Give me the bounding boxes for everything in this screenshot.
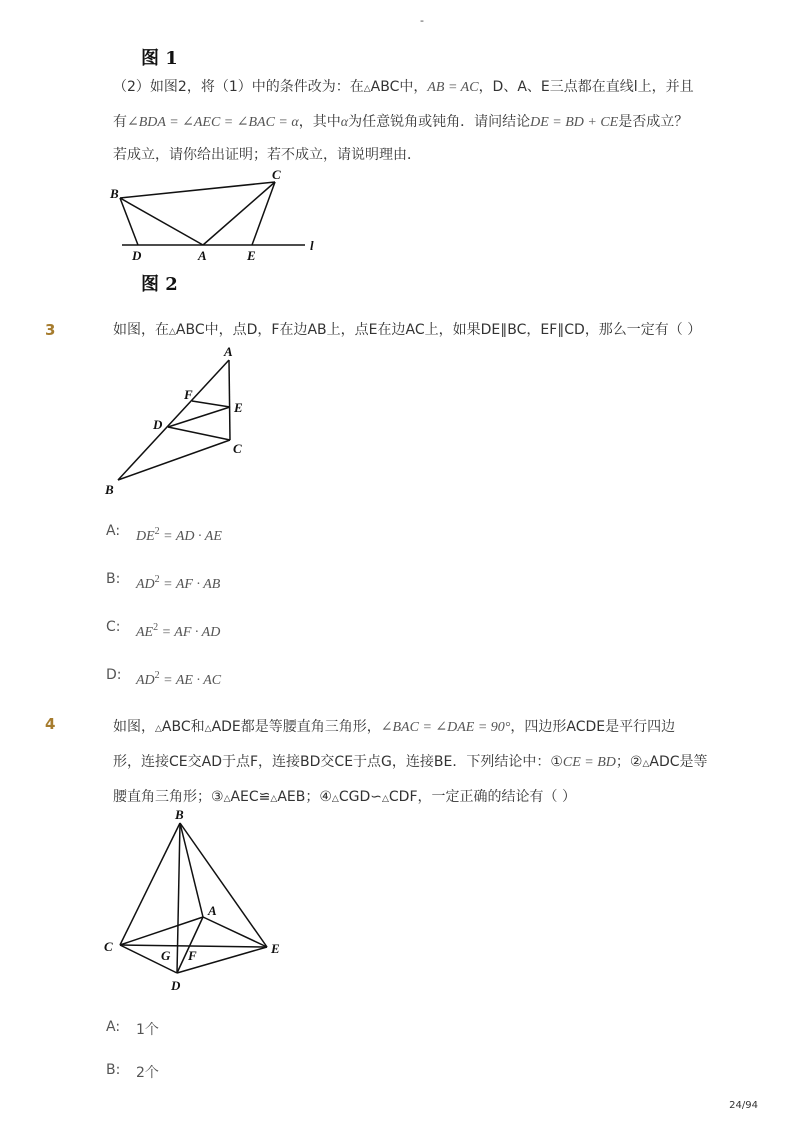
question-4-stem	[113, 711, 723, 816]
q4-option-a-text[interactable]: 1个	[136, 1022, 159, 1038]
figure-2-caption: 图 2	[141, 274, 178, 295]
fig2-label-C: C	[272, 167, 281, 182]
figure-2-diagram	[100, 160, 340, 270]
segment-BC	[118, 440, 230, 480]
segment-AE	[203, 917, 267, 947]
q4-line-3: 腰直角三角形；③△AEC≌△AEB；④△CGD∽△CDF，一定正确的结论有（ ）	[113, 789, 576, 805]
segment-BC	[120, 182, 275, 198]
q4-label-F: F	[188, 948, 197, 963]
q3-label-F: F	[184, 387, 193, 402]
fig2-label-l: l	[310, 238, 314, 253]
segment-BD	[177, 823, 180, 973]
q3-option-a-text[interactable]: $DE^2$ = AD · AE	[136, 526, 222, 544]
q4-label-G: G	[161, 948, 171, 963]
q4-line-1: 如图，△ABC和△ADE都是等腰直角三角形，∠BAC = ∠DAE = 90°，四边形ACDE是平行四边	[113, 719, 676, 735]
segment-AC	[229, 360, 230, 440]
fig2-label-D: D	[132, 248, 142, 263]
question-3-diagram	[95, 340, 265, 500]
q4-option-b-letter[interactable]: B:	[106, 1062, 121, 1078]
q3-option-c-letter[interactable]: C:	[106, 619, 121, 635]
q3-label-C: C	[233, 441, 242, 456]
page-number: 24/94	[729, 1100, 758, 1111]
q4-label-B: B	[175, 807, 184, 822]
part2-line-3: 若成立，请你给出证明；若不成立，请说明理由．	[113, 147, 421, 163]
question-4-diagram	[95, 805, 295, 1000]
question-3-stem: 如图，在△ABC中，点D，F在边AB上，点E在边AC上，如果DE∥BC，EF∥CD，那么一定有（ ）	[113, 322, 702, 338]
segment-FE	[192, 401, 230, 407]
q4-option-a-letter[interactable]: A:	[106, 1019, 121, 1035]
q4-label-E: E	[271, 941, 280, 956]
q3-label-A: A	[224, 344, 233, 359]
part2-line-1: （2）如图2，将（1）中的条件改为：在△ABC中，AB = AC，D、A、E三点都在直线l上，并且	[113, 79, 694, 95]
segment-BE	[180, 823, 267, 947]
question-4-number: 4	[45, 715, 56, 733]
part2-line-2: 有∠BDA = ∠AEC = ∠BAC = α，其中α为任意锐角或钝角．请问结论DE = BD + CE是否成立？	[113, 114, 689, 130]
segment-AB	[118, 360, 229, 480]
q3-option-c-text[interactable]: $AE^2$ = AF · AD	[136, 622, 221, 640]
segment-DC	[168, 427, 230, 440]
segment-BA	[120, 198, 203, 245]
part2-paragraph	[113, 71, 723, 172]
q4-line-2: 形，连接CE交AD于点F，连接BD交CE于点G，连接BE．下列结论中：①CE = BD；②△ADC是等	[113, 754, 708, 770]
figure-1-caption: 图 1	[141, 48, 178, 69]
q4-label-A: A	[208, 903, 217, 918]
triangle-symbol: △	[169, 327, 176, 337]
segment-DE	[168, 407, 230, 427]
segment-AD	[177, 917, 203, 973]
segment-BA	[180, 823, 203, 917]
segment-CE	[120, 945, 267, 947]
q4-label-C: C	[104, 939, 113, 954]
q3-option-b-letter[interactable]: B:	[106, 571, 121, 587]
fig2-label-B: B	[110, 186, 119, 201]
fig2-label-E: E	[247, 248, 256, 263]
q4-label-D: D	[171, 978, 181, 993]
q3-label-D: D	[153, 417, 163, 432]
fig2-label-A: A	[198, 248, 207, 263]
triangle-symbol: △	[363, 84, 371, 94]
q3-option-a-letter[interactable]: A:	[106, 523, 121, 539]
q3-label-B: B	[105, 482, 114, 497]
q3-option-b-text[interactable]: $AD^2$ = AF · AB	[136, 574, 221, 592]
segment-BC	[120, 823, 180, 945]
q3-option-d-text[interactable]: $AD^2$ = AE · AC	[136, 670, 222, 688]
top-mark: -	[420, 14, 424, 27]
q4-option-b-text[interactable]: 2个	[136, 1065, 159, 1081]
question-3-number: 3	[45, 321, 56, 339]
q3-option-d-letter[interactable]: D:	[106, 667, 122, 683]
q3-label-E: E	[234, 400, 243, 415]
segment-BD	[120, 198, 138, 245]
